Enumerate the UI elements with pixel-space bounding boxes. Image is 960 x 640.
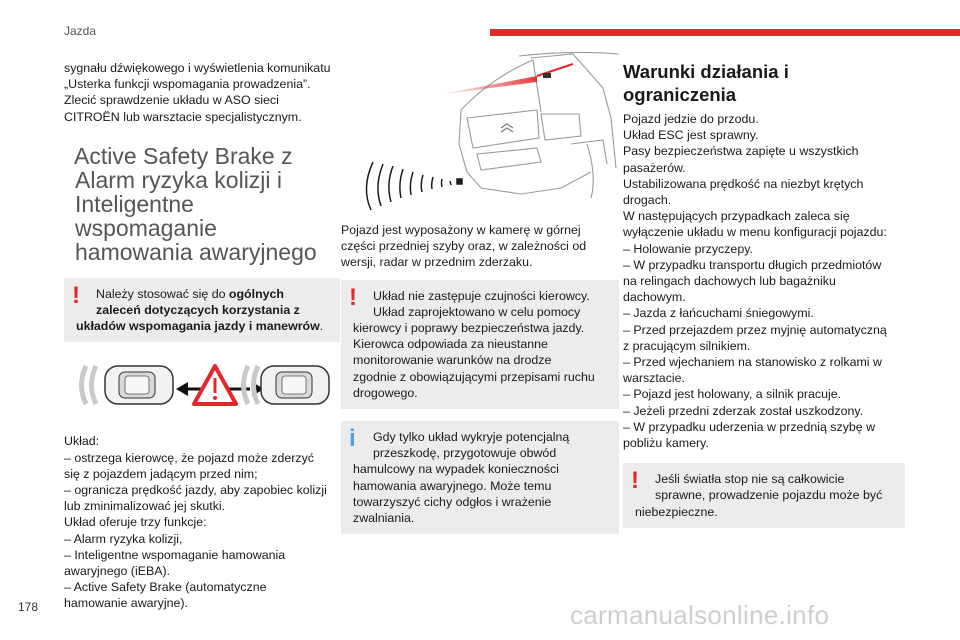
column-left	[64, 60, 340, 612]
text-line: sygnału dźwiękowego i wyświetlenia komunikatu	[64, 61, 331, 75]
warning-box-general-recommendations: ! Należy stosować się do ogólnych zaleceń dotyczących korzystania z układów wspomagania jazdy i manewrów.	[64, 278, 340, 343]
citroen-logo-icon	[501, 124, 513, 132]
text-line: „Usterka funkcji wspomagania prowadzenia”.	[64, 77, 311, 92]
camera-radar-illustration	[341, 48, 619, 216]
car-rear-icon	[105, 366, 173, 404]
warning-box-driver-vigilance: ! Układ nie zastępuje czujności kierowcy. Układ zaprojektowano w celu pomocy kierowcy i poprawy bezpieczeństwa jazdy. Kierowca odpowiada za nieustanne monitorowanie warunków na drodze zgodnie z obowiązującymi przepisami ruchu drogowego.	[341, 280, 619, 409]
car-front-icon	[261, 366, 329, 404]
camera-radar-paragraph: Pojazd jest wyposażony w kamerę w górnej części przedniej szyby oraz, w zależności od wersji, radar w przednim zderzaku.	[341, 223, 587, 270]
info-mark-icon: i	[349, 425, 356, 453]
warning-mark-icon: !	[349, 283, 357, 311]
column-right	[623, 60, 905, 528]
warning-mark-icon: !	[631, 467, 639, 495]
warning-mark-icon: !	[72, 281, 80, 309]
warning-box-brake-lights: ! Jeśli światła stop nie są całkowicie sprawne, prowadzenie pojazdu może być niebezpieczne.	[623, 463, 905, 528]
intro-paragraph	[64, 60, 340, 125]
section-heading-active-safety-brake: Active Safety Brake z Alarm ryzyka kolizji i Inteligentne wspomaganie hamowania awaryjnego	[74, 142, 317, 265]
watermark-text: carmanualsonline.info	[570, 600, 830, 630]
info-box-brake-preparation: i Gdy tylko układ wykryje potencjalną przeszkodę, przygotowuje obwód hamulcowy na wypadek konieczności hamowania awaryjnego. Może temu towarzyszyć cichy odgłos i wrażenie zwalniania.	[341, 421, 619, 534]
van-drawing	[459, 52, 619, 198]
column-middle	[341, 60, 619, 534]
system-description: Układ: – ostrzega kierowcę, że pojazd może zderzyć się z pojazdem jadącym przed nim; – ogranicza prędkość jazdy, aby zapobiec kolizji lub zminimalizować jej skutki. Układ oferuje trzy funkcje: – Alarm ryzyka kolizji, – Inteligentne wspomaganie hamowania awaryjnego (iEBA). – Active Safety Brake (automatyczne hamowanie awaryjne).	[64, 434, 327, 611]
header-accent-bar	[490, 29, 960, 36]
section-title: Jazda	[64, 24, 97, 38]
conditions-list: Pojazd jedzie do przodu. Układ ESC jest sprawny. Pasy bezpieczeństwa zapięte u wszystkich pasażerów. Ustabilizowana prędkość na niezbyt krętych drogach. W następujących przypadkach zaleca się wyłączenie układu w menu konfiguracji pojazdu: – Holowanie przyczepy. – W przypadku transportu długich przedmiotów na relingach dachowych lub bagażniku dachowym. – Jazda z łańcuchami śniegowymi. – Przed przejazdem przez myjnię automatyczną z pracującym silnikiem. – Przed wjechaniem na stanowisko z rolkami w warsztacie. – Pojazd jest holowany, a silnik pracuje. – Jeżeli przedni zderzak został uszkodzony. – W przypadku uderzenia w przednią szybę w pobliżu kamery.	[623, 112, 887, 451]
section-heading-operating-conditions: Warunki działania i ograniczenia	[623, 61, 789, 105]
camera-beam-icon	[437, 64, 573, 95]
page-number: 178	[18, 600, 39, 614]
text-line: CITROËN lub warsztacie specjalistycznym.	[64, 109, 302, 124]
warning-triangle-icon	[194, 366, 236, 404]
text-line: Zlecić sprawdzenie układu w ASO sieci	[64, 93, 279, 108]
radar-waves-icon	[366, 162, 462, 210]
collision-illustration	[64, 358, 340, 418]
